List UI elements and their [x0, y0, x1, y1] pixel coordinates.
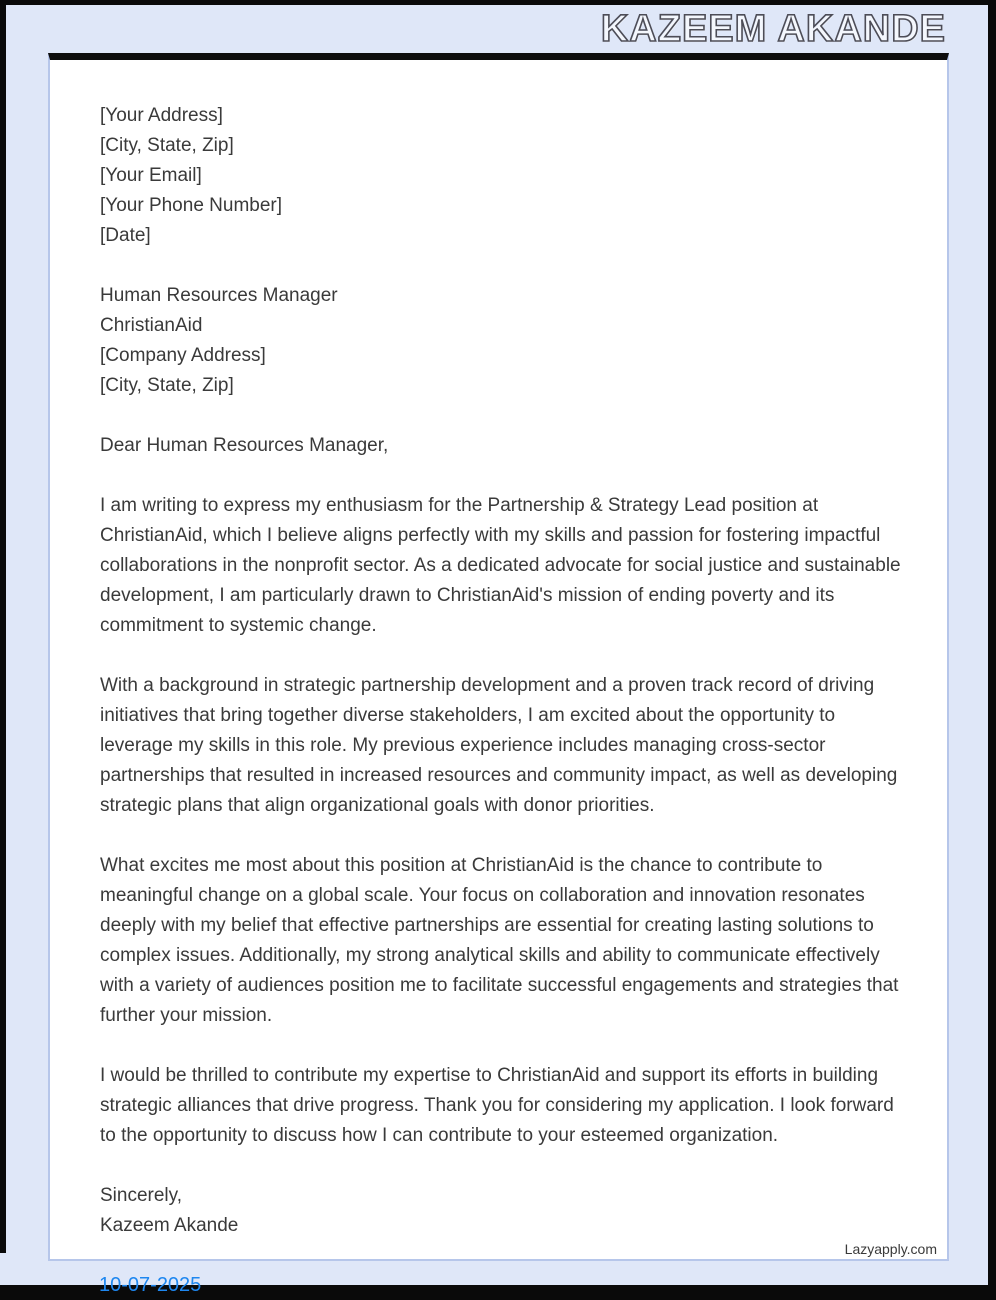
- recipient-company-line: ChristianAid: [100, 315, 203, 336]
- generation-date: 10-07-2025: [99, 1274, 202, 1296]
- recipient-title-line: Human Resources Manager: [100, 285, 338, 306]
- sender-date-line: [Date]: [100, 225, 151, 246]
- sender-phone-line: [Your Phone Number]: [100, 195, 283, 216]
- closing-block: [100, 1181, 907, 1241]
- signature-name: Kazeem Akande: [100, 1215, 239, 1236]
- salutation: Dear Human Resources Manager,: [100, 435, 389, 456]
- applicant-name-header: KAZEEM AKANDE: [600, 8, 946, 50]
- paragraph-motivation: What excites me most about this position at ChristianAid is the chance to contribute to meaningful change on a global scale. Your focus on collaboration and innovation resonates deeply with my belief that effective partnerships are essential for creating lasting solutions to complex issues. Additionally, my strong analytical skills and ability to communicate effectively with a variety of audiences position me to facilitate successful engagements and strategies that further your mission.: [100, 855, 899, 1026]
- recipient-company-address-line: [Company Address]: [100, 345, 266, 366]
- recipient-city-line: [City, State, Zip]: [100, 375, 234, 396]
- sender-email-line: [Your Email]: [100, 165, 202, 186]
- frame-border-top: [0, 0, 996, 5]
- closing-word: Sincerely,: [100, 1185, 183, 1206]
- paragraph-closing-thanks: I would be thrilled to contribute my expertise to ChristianAid and support its efforts in building strategic alliances that drive progress. Thank you for considering my application. I look forward to the opportunity to discuss how I can contribute to your esteemed organization.: [100, 1065, 894, 1146]
- sender-city-line: [City, State, Zip]: [100, 135, 234, 156]
- lazyapply-watermark-link[interactable]: Lazyapply.com: [844, 1241, 937, 1257]
- paragraph-intro: I am writing to express my enthusiasm for the Partnership & Strategy Lead position at ChristianAid, which I believe aligns perfectly with my skills and passion for fostering impactful collaborations in the nonprofit sector. As a dedicated advocate for social justice and sustainable development, I am particularly drawn to ChristianAid's mission of ending poverty and its commitment to systemic change.: [100, 495, 901, 636]
- sender-address-block: [100, 101, 907, 251]
- frame-border-right: [988, 0, 996, 1300]
- sender-address-line: [Your Address]: [100, 105, 223, 126]
- paragraph-background: With a background in strategic partnership development and a proven track record of driving initiatives that bring together diverse stakeholders, I am excited about the opportunity to leverage my skills in this role. My previous experience includes managing cross-sector partnerships that resulted in increased resources and community impact, as well as developing strategic plans that align organizational goals with donor priorities.: [100, 675, 898, 816]
- frame-border-left: [0, 0, 6, 1253]
- letter-body: [50, 60, 947, 1241]
- letter-panel: [48, 53, 949, 1261]
- recipient-address-block: [100, 281, 907, 401]
